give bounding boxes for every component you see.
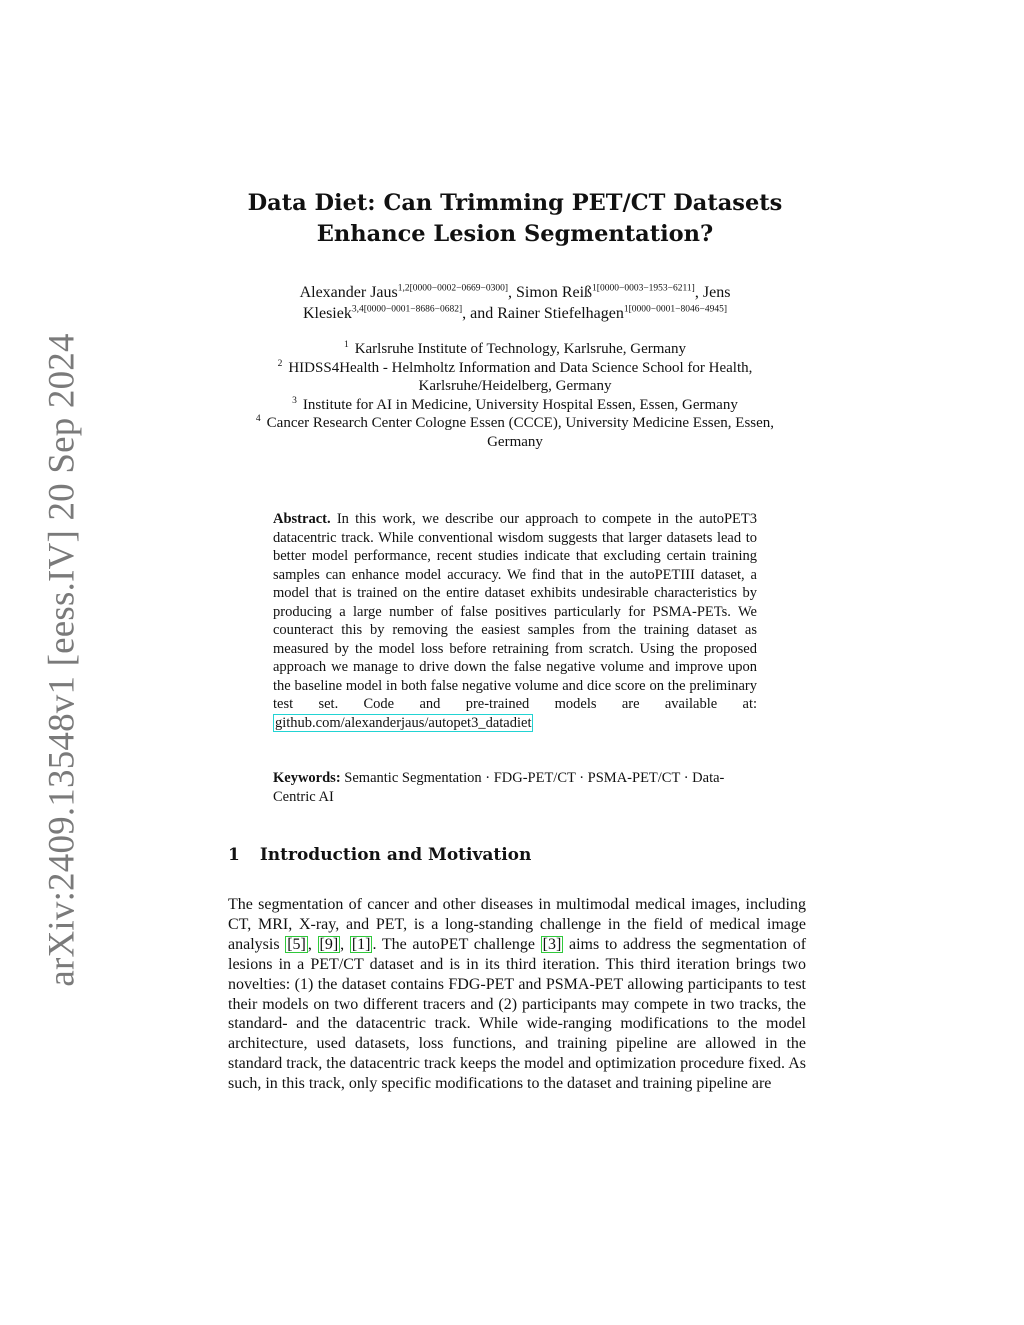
section-heading — [228, 845, 531, 865]
author-list: Alexander Jaus$^{1,2[0000-0002-0669-0300]}$, Simon Reiß$^{1[0000-0003-1953-6211]}$, Jens Klesiek$^{3,4[0000-0001-8686-0682]}$, and Rainer Stiefelhagen$^{1[0000-0001-8046-4945]}$ — [299, 283, 731, 322]
body-text-segment: . The autoPET challenge — [372, 935, 536, 953]
paper-title-line2: Enhance Lesion Segmentation? — [316, 221, 714, 247]
keywords-text: Semantic Segmentation · FDG-PET/CT · PSMA-PET/CT · Data-Centric AI — [273, 770, 725, 805]
affiliation — [215, 340, 815, 359]
affiliation-text: HIDSS4Health - Helmholtz Information and Data Science School for Health, — [288, 359, 753, 376]
affiliation-text: Karlsruhe Institute of Technology, Karlsruhe, Germany — [354, 341, 687, 357]
author-orcid[interactable]: 1[0000−0003−1953−6211] — [592, 283, 695, 294]
affiliation-text: Cancer Research Center Cologne Essen (CCCE), University Medicine Essen, Essen, — [266, 415, 775, 431]
citation-link[interactable]: [5] — [287, 935, 306, 953]
paper-title — [200, 188, 830, 250]
abstract-label: Abstract. — [273, 511, 331, 527]
section-number: 1 — [228, 845, 240, 865]
citation-link[interactable]: [9] — [319, 935, 339, 953]
affiliation-number: 1 — [343, 340, 349, 350]
affiliation — [215, 414, 815, 433]
abstract-text: In this work, we describe our approach to compete in the autoPET3 datacentric track. While conventional wisdom suggests that larger datasets lead to better model performance, recent studies indicate that excluding certain training samples can enhance model accuracy. We find that in the autoPETIII dataset, a model that is trained on the entire dataset exhibits undesirable characteristics by producing a large number of false positives particularly for PSMA-PETs. We counteract this by removing the easiest samples from the training dataset as measured by the model loss before retraining from scratch. Using the proposed approach we manage to drive down the false negative volume and improve upon the baseline model in both false negative volume and dice score on the preliminary test set. Code and pre-trained models are available at: — [273, 511, 758, 712]
keywords-label: Keywords: — [273, 770, 341, 786]
paper-title-line1: Data Diet: Can Trimming PET/CT Datasets — [247, 190, 783, 216]
author-name: Alexander Jaus — [299, 284, 398, 301]
author-orcid[interactable]: 1[0000−0001−8046−4945] — [623, 304, 728, 315]
affiliation-number: 2 — [277, 358, 283, 369]
author-name: Klesiek — [302, 305, 352, 322]
keywords — [273, 769, 757, 806]
author-name: Jens — [702, 284, 731, 301]
repository-link[interactable]: github.com/alexanderjaus/autopet3_datadiet — [275, 714, 532, 731]
body-paragraph: The segmentation of cancer and other diseases in multimodal medical images, including CT, MRI, X-ray, and PET, is a long-standing challenge in the field of medical image analysis [5] , [9] , [1] . The autoPET challenge [3] aims to address the segmentation of lesions in a PET/CT dataset and is in its third iteration. This third iteration brings two novelties: (1) the dataset contains FDG-PET and PSMA-PET allowing participants to test their models on two different tracers and (2) participants may compete in two tracks, the standard- and the datacentric track. While wide-ranging modifications to the model architecture, used datasets, loss functions, and training pipeline are allowed in the standard track, the datacentric track keeps the model and optimization procedure fixed. As such, in this track, only specific modifications to the dataset and training pipeline are — [228, 896, 807, 1093]
author-name: Simon Reiß — [516, 284, 593, 301]
author-name: Rainer Stiefelhagen — [497, 305, 624, 322]
author-orcid[interactable]: 3,4[0000−0001−8686−0682] — [351, 304, 463, 315]
affiliation-list — [215, 340, 815, 451]
citation-link[interactable]: [1] — [351, 935, 371, 953]
author-conjunction: and — [470, 305, 494, 322]
citation-link[interactable]: [3] — [542, 935, 562, 953]
affiliation-number: 4 — [255, 414, 261, 424]
body-text-segment: aims to address the segmentation of lesions in a PET/CT dataset and is in its third iteration. This third iteration brings two novelties: (1) the dataset contains FDG-PET and PSMA-PET allowing participants to test their models on two different tracers and (2) participants may compete in two tracks, the standard- and the datacentric track. While wide-ranging modifications to the model architecture, used datasets, loss functions, and training pipeline are allowed in the standard track, the datacentric track keeps the model and optimization procedure fixed. As such, in this track, only specific modifications to the dataset and training pipeline are — [228, 935, 807, 1093]
author-orcid[interactable]: 1,2[0000−0002−0669−0300] — [397, 283, 509, 294]
section-title: Introduction and Motivation — [259, 845, 532, 865]
abstract — [273, 510, 757, 732]
affiliation-continued: Germany — [487, 433, 543, 450]
affiliation — [215, 359, 815, 378]
affiliation-text: Institute for AI in Medicine, University Hospital Essen, Essen, Germany — [302, 396, 738, 413]
affiliation-number: 3 — [292, 395, 297, 406]
arxiv-side-stamp: arXiv:2409.13548v1 [eess.IV] 20 Sep 2024 — [41, 333, 83, 987]
affiliation — [215, 396, 815, 415]
body-text-segment: The segmentation of cancer and other diseases in multimodal medical images, including CT, MRI, X-ray, and PET, is a long-standing challenge in the field of medical image analysis — [228, 896, 806, 953]
affiliation-continued: Karlsruhe/Heidelberg, Germany — [418, 378, 612, 394]
